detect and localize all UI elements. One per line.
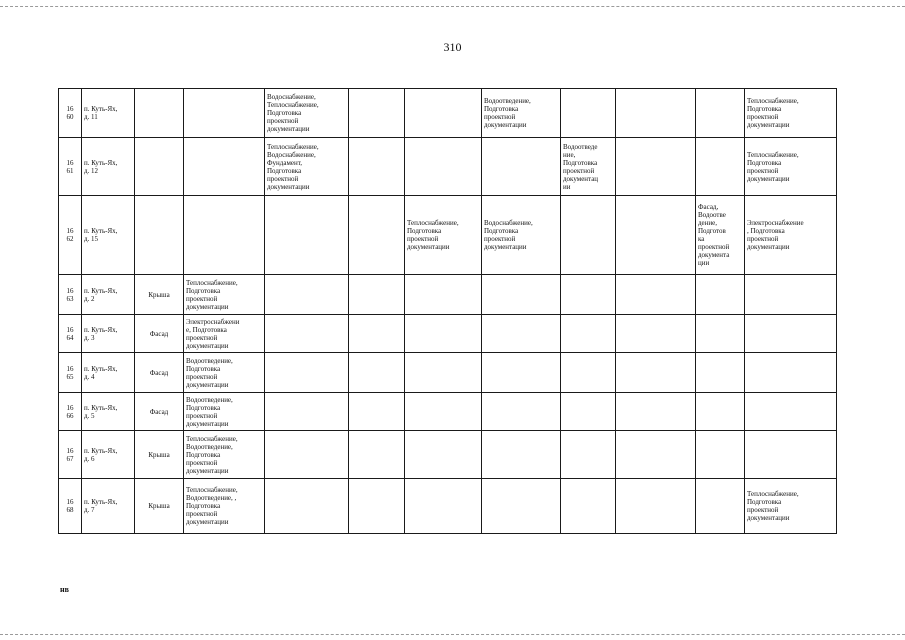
year-cell xyxy=(745,353,837,393)
year-cell xyxy=(616,431,696,479)
element-cell: Крыша xyxy=(135,275,184,315)
year-cell xyxy=(349,315,405,353)
address-cell: п. Куть-Ях, д. 11 xyxy=(82,89,135,138)
year-cell xyxy=(405,431,482,479)
year-cell: Теплоснабжение, Подготовка проектной документации xyxy=(405,196,482,275)
row-number: 16 66 xyxy=(59,393,82,431)
year-cell xyxy=(696,353,745,393)
year-cell xyxy=(405,89,482,138)
year-cell xyxy=(265,431,349,479)
year-cell xyxy=(405,275,482,315)
address-cell: п. Куть-Ях, д. 7 xyxy=(82,479,135,534)
year-cell xyxy=(561,393,616,431)
year-cell xyxy=(405,393,482,431)
year-cell: Фасад, Водоотве дение, Подготов ка проектной документа ции xyxy=(696,196,745,275)
address-cell: п. Куть-Ях, д. 15 xyxy=(82,196,135,275)
address-cell: п. Куть-Ях, д. 12 xyxy=(82,138,135,196)
year-cell xyxy=(265,479,349,534)
year-cell xyxy=(482,315,561,353)
year-cell: Теплоснабжение, Подготовка проектной документации xyxy=(745,89,837,138)
element-cell xyxy=(135,196,184,275)
table-row xyxy=(59,393,837,431)
year-cell xyxy=(561,196,616,275)
year-cell xyxy=(482,431,561,479)
year-cell xyxy=(349,196,405,275)
works-cell: Теплоснабжение, Водоотведение, , Подготовка проектной документации xyxy=(184,479,265,534)
year-cell xyxy=(265,315,349,353)
year-cell xyxy=(482,353,561,393)
table-row xyxy=(59,431,837,479)
year-cell xyxy=(696,315,745,353)
works-cell xyxy=(184,196,265,275)
works-cell: Электроснабжени е, Подготовка проектной документации xyxy=(184,315,265,353)
element-cell: Крыша xyxy=(135,431,184,479)
works-cell: Теплоснабжение, Водоотведение, Подготовка проектной документации xyxy=(184,431,265,479)
element-cell: Фасад xyxy=(135,353,184,393)
table-row xyxy=(59,89,837,138)
year-cell: Теплоснабжение, Водоснабжение, Фундамент, Подготовка проектной документации xyxy=(265,138,349,196)
table-row xyxy=(59,353,837,393)
row-number: 16 62 xyxy=(59,196,82,275)
year-cell xyxy=(349,138,405,196)
year-cell xyxy=(616,89,696,138)
year-cell xyxy=(405,479,482,534)
year-cell xyxy=(265,275,349,315)
year-cell xyxy=(745,275,837,315)
year-cell xyxy=(616,315,696,353)
year-cell xyxy=(696,138,745,196)
year-cell xyxy=(482,138,561,196)
year-cell xyxy=(696,431,745,479)
year-cell xyxy=(696,393,745,431)
year-cell xyxy=(745,431,837,479)
year-cell xyxy=(482,275,561,315)
year-cell xyxy=(745,393,837,431)
row-number: 16 60 xyxy=(59,89,82,138)
year-cell: Теплоснабжение, Подготовка проектной документации xyxy=(745,138,837,196)
year-cell xyxy=(561,275,616,315)
repair-schedule-table xyxy=(58,88,837,534)
year-cell xyxy=(482,479,561,534)
year-cell xyxy=(696,275,745,315)
element-cell: Крыша xyxy=(135,479,184,534)
year-cell xyxy=(616,275,696,315)
year-cell xyxy=(405,315,482,353)
year-cell xyxy=(696,89,745,138)
address-cell: п. Куть-Ях, д. 5 xyxy=(82,393,135,431)
year-cell xyxy=(616,196,696,275)
address-cell: п. Куть-Ях, д. 4 xyxy=(82,353,135,393)
year-cell xyxy=(616,353,696,393)
table-row xyxy=(59,315,837,353)
year-cell xyxy=(745,315,837,353)
address-cell: п. Куть-Ях, д. 2 xyxy=(82,275,135,315)
year-cell xyxy=(349,431,405,479)
year-cell xyxy=(482,393,561,431)
year-cell xyxy=(561,353,616,393)
works-cell: Водоотведение, Подготовка проектной документации xyxy=(184,393,265,431)
year-cell xyxy=(561,89,616,138)
element-cell: Фасад xyxy=(135,393,184,431)
year-cell xyxy=(405,138,482,196)
year-cell xyxy=(616,479,696,534)
element-cell xyxy=(135,89,184,138)
scan-bottom-edge xyxy=(0,634,905,635)
table-row xyxy=(59,275,837,315)
year-cell xyxy=(349,479,405,534)
works-cell xyxy=(184,89,265,138)
table-row xyxy=(59,479,837,534)
row-number: 16 64 xyxy=(59,315,82,353)
year-cell xyxy=(696,479,745,534)
page-number: 310 xyxy=(443,40,462,54)
year-cell xyxy=(349,353,405,393)
table-row xyxy=(59,196,837,275)
year-cell: Водоотведе ние, Подготовка проектной документац ии xyxy=(561,138,616,196)
year-cell xyxy=(561,315,616,353)
address-cell: п. Куть-Ях, д. 6 xyxy=(82,431,135,479)
year-cell xyxy=(405,353,482,393)
row-number: 16 61 xyxy=(59,138,82,196)
row-number: 16 68 xyxy=(59,479,82,534)
year-cell xyxy=(265,353,349,393)
year-cell: Водоотведение, Подготовка проектной документации xyxy=(482,89,561,138)
year-cell: Водоснабжение, Теплоснабжение, Подготовка проектной документации xyxy=(265,89,349,138)
scan-top-edge xyxy=(0,6,905,7)
year-cell xyxy=(561,431,616,479)
element-cell: Фасад xyxy=(135,315,184,353)
year-cell xyxy=(349,89,405,138)
year-cell xyxy=(616,138,696,196)
element-cell xyxy=(135,138,184,196)
works-cell: Теплоснабжение, Подготовка проектной документации xyxy=(184,275,265,315)
works-cell: Водоотведение, Подготовка проектной документации xyxy=(184,353,265,393)
year-cell: Теплоснабжение, Подготовка проектной документации xyxy=(745,479,837,534)
year-cell xyxy=(265,393,349,431)
year-cell: Электроснабжение , Подготовка проектной документации xyxy=(745,196,837,275)
row-number: 16 63 xyxy=(59,275,82,315)
address-cell: п. Куть-Ях, д. 3 xyxy=(82,315,135,353)
row-number: 16 67 xyxy=(59,431,82,479)
footer-mark: нв xyxy=(60,585,69,594)
works-cell xyxy=(184,138,265,196)
year-cell: Водоснабжение, Подготовка проектной документации xyxy=(482,196,561,275)
year-cell xyxy=(616,393,696,431)
year-cell xyxy=(349,393,405,431)
row-number: 16 65 xyxy=(59,353,82,393)
year-cell xyxy=(349,275,405,315)
year-cell xyxy=(265,196,349,275)
table-row xyxy=(59,138,837,196)
year-cell xyxy=(561,479,616,534)
